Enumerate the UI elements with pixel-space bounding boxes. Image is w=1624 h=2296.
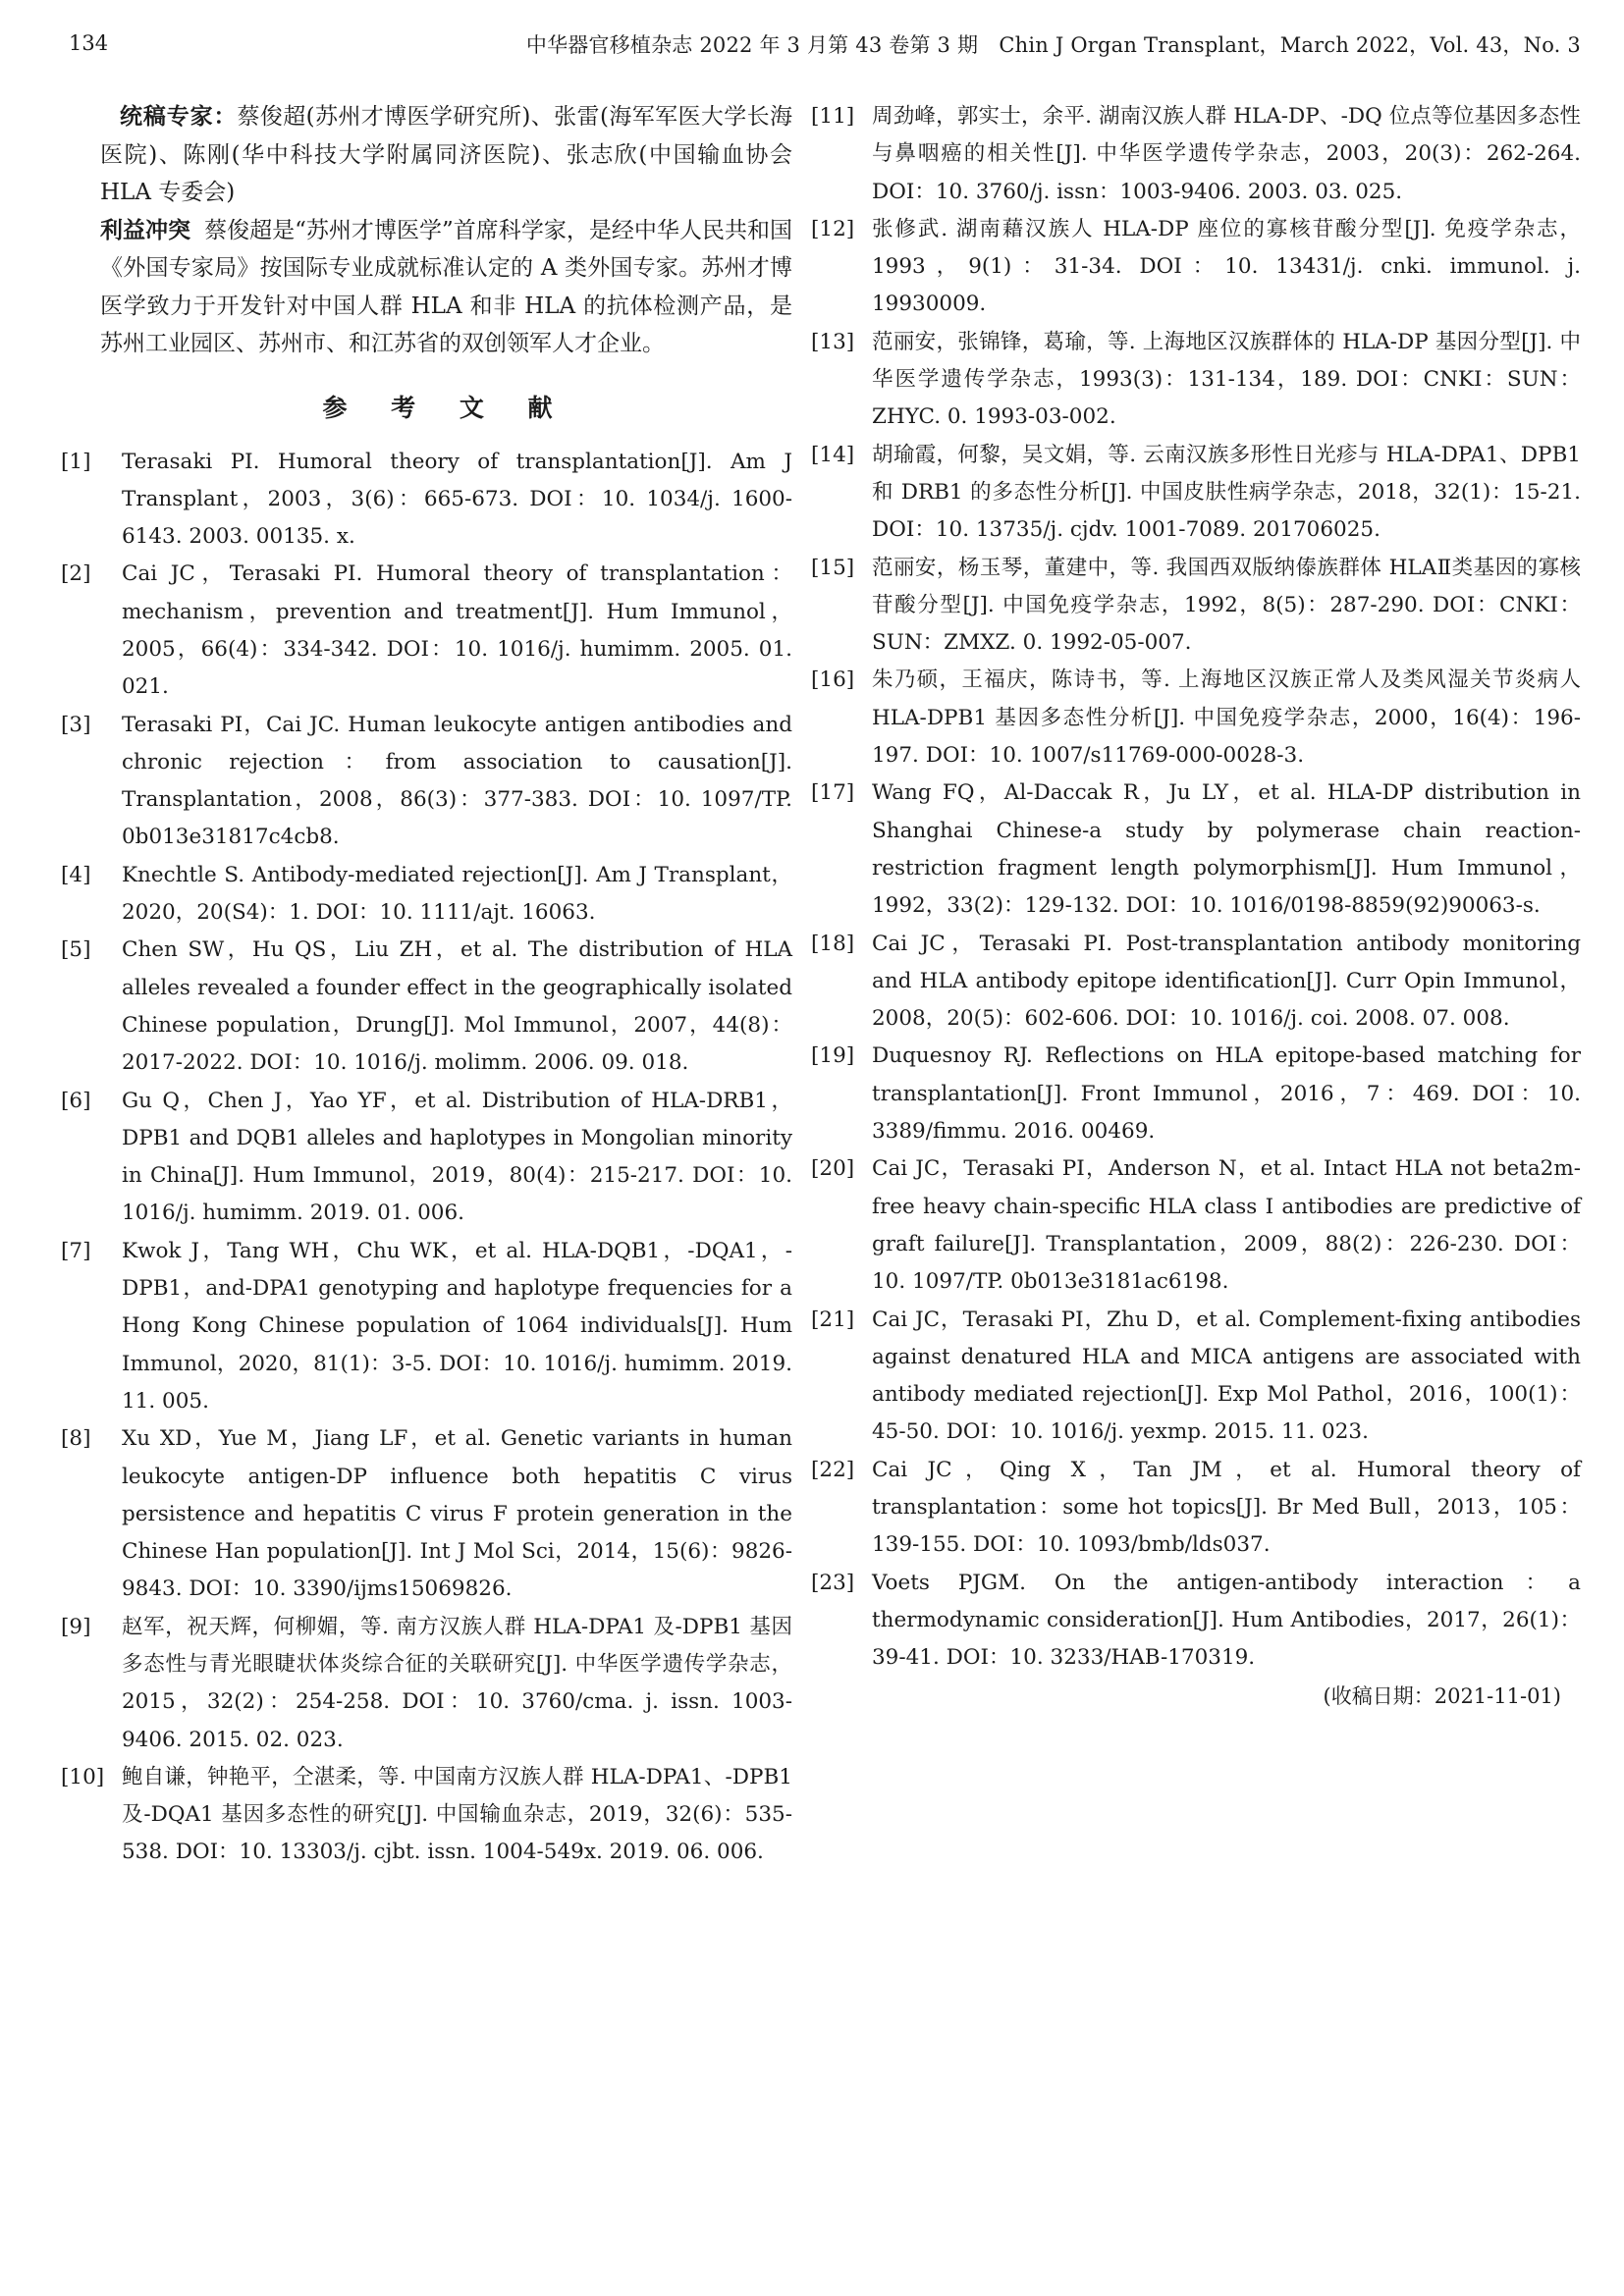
reference-item: [61, 932, 792, 1082]
reference-text: Duquesnoy RJ. Reflections on HLA epitope-based matching for transplantation[J]. Front Immunol，2016，7：469. DOI：10. 3389/fimmu. 2016. 00469.: [872, 1043, 1581, 1145]
reference-number: [17]: [811, 780, 855, 806]
reference-item: [811, 1038, 1581, 1150]
reference-number: [16]: [811, 667, 855, 693]
reference-list-left: [61, 444, 792, 1872]
reference-item: [61, 444, 792, 557]
reference-number: [18]: [811, 931, 855, 956]
reference-text: Cai JC，Terasaki PI，Zhu D，et al. Complement-fixing antibodies against denatured HLA and MICA antigens are associated with antibody mediated rejection[J]. Exp Mol Pathol，2016，100(1)：45-50. DOI：10. 1016/j. yexmp. 2015. 11. 023.: [872, 1307, 1581, 1445]
reference-text: Kwok J，Tang WH，Chu WK，et al. HLA-DQB1，-DQA1，-DPB1，and-DPA1 genotyping and haplotype frequencies for a Hong Kong Chinese population of 1064 individuals[J]. Hum Immunol，2020，81(1)：3-5. DOI：10. 1016/j. humimm. 2019. 11. 005.: [122, 1238, 792, 1414]
reference-text: 朱乃硕，王福庆，陈诗书，等. 上海地区汉族正常人及类风湿关节炎病人 HLA-DPB1 基因多态性分析[J]. 中国免疫学杂志，2000，16(4)：196-197. DOI：10. 1007/s11769-000-0028-3.: [872, 667, 1581, 769]
reference-number: [6]: [61, 1088, 91, 1113]
references-heading: 参 考 文 献: [322, 393, 570, 422]
reference-list-right: [811, 98, 1581, 1677]
reference-item: [811, 1565, 1581, 1678]
reference-item: [811, 662, 1581, 774]
reviewers-label: 统稿专家：: [120, 104, 238, 130]
reference-number: [1]: [61, 449, 91, 474]
reference-item: [61, 707, 792, 857]
reference-number: [5]: [61, 937, 91, 963]
reference-text: Knechtle S. Antibody-mediated rejection[J]. Am J Transplant，2020，20(S4)：1. DOI：10. 1111/ajt. 16063.: [122, 862, 792, 926]
reference-text: Terasaki PI. Humoral theory of transplantation[J]. Am J Transplant，2003，3(6)：665-673. DOI：10. 1034/j. 1600-6143. 2003. 00135. x.: [122, 449, 792, 550]
reference-text: Cai JC，Terasaki PI，Anderson N，et al. Intact HLA not beta2m-free heavy chain-specific HLA class I antibodies are predictive of graft failure[J]. Transplantation，2009，88(2)：226-230. DOI：10. 1097/TP. 0b013e3181ac6198.: [872, 1156, 1581, 1295]
reference-number: [4]: [61, 862, 91, 887]
reference-text: Cai JC，Terasaki PI. Post-transplantation antibody monitoring and HLA antibody epitope identification[J]. Curr Opin Immunol，2008，20(5)：602-606. DOI：10. 1016/j. coi. 2008. 07. 008.: [872, 931, 1581, 1032]
reference-item: [61, 1083, 792, 1233]
reference-item: [811, 1302, 1581, 1452]
reference-number: [15]: [811, 555, 855, 580]
reference-text: 鲍自谦，钟艳平，仝湛柔，等. 中国南方汉族人群 HLA-DPA1、-DPB1及-DQA1 基因多态性的研究[J]. 中国输血杂志，2019，32(6)：535-538. DOI：10. 13303/j. cjbt. issn. 1004-549x. 2019. 06. 006.: [122, 1764, 792, 1865]
reference-number: [3]: [61, 712, 91, 737]
reference-item: [811, 774, 1581, 925]
conflict-text: 蔡俊超是“苏州才博医学”首席科学家，是经中华人民共和国《外国专家局》按国际专业成就标准认定的 A 类外国专家。苏州才博医学致力于开发针对中国人群 HLA 和非 HLA 的抗体检测产品，是苏州工业园区、苏州市、和江苏省的双创领军人才企业。: [100, 217, 792, 356]
reference-text: 范丽安，张锦锋，葛瑜，等. 上海地区汉族群体的 HLA-DP 基因分型[J]. 中华医学遗传学杂志，1993(3)：131-134，189. DOI：CNKI：SUN：ZHYC. 0. 1993-03-002.: [872, 329, 1581, 430]
reference-number: [9]: [61, 1614, 91, 1639]
reference-number: [12]: [811, 216, 855, 241]
reference-item: [61, 857, 792, 933]
reference-text: Terasaki PI，Cai JC. Human leukocyte antigen antibodies and chronic rejection：from association to causation[J]. Transplantation，2008，86(3)：377-383. DOI：10. 1097/TP. 0b013e31817c4cb8.: [122, 712, 792, 850]
reviewers-text: 蔡俊超(苏州才博医学研究所)、张雷(海军军医大学长海医院)、陈刚(华中科技大学附属同济医院)、张志欣(中国输血协会 HLA 专委会): [100, 104, 793, 205]
reference-item: [811, 437, 1581, 550]
reference-number: [7]: [61, 1238, 91, 1263]
reference-number: [22]: [811, 1457, 855, 1482]
reference-text: 胡瑜霞，何黎，吴文娟，等. 云南汉族多形性日光疹与 HLA-DPA1、DPB1 和 DRB1 的多态性分析[J]. 中国皮肤性病学杂志，2018，32(1)：15-21. DOI：10. 13735/j. cjdv. 1001-7089. 201706025.: [872, 442, 1581, 543]
reference-number: [19]: [811, 1043, 855, 1069]
reference-text: Chen SW，Hu QS，Liu ZH，et al. The distribution of HLA alleles revealed a founder effect in the geographically isolated Chinese population，Drung[J]. Mol Immunol，2007，44(8)：2017-2022. DOI：10. 1016/j. molimm. 2006. 09. 018.: [122, 937, 792, 1076]
conflict-label: 利益冲突: [100, 217, 191, 243]
reference-item: [811, 1452, 1581, 1565]
reference-item: [61, 1233, 792, 1420]
reference-number: [2]: [61, 561, 91, 587]
left-column: [61, 98, 793, 1872]
reference-text: Cai JC，Qing X，Tan JM，et al. Humoral theory of transplantation：some hot topics[J]. Br Med Bull，2013，105：139-155. DOI：10. 1093/bmb/lds037.: [872, 1457, 1581, 1558]
reference-item: [811, 1150, 1581, 1301]
reference-text: Wang FQ，Al-Daccak R，Ju LY，et al. HLA-DP distribution in Shanghai Chinese-a study by polymerase chain reaction-restriction fragment length polymorphism[J]. Hum Immunol，1992，33(2)：129-132. DOI：10. 1016/0198-8859(92)90063-s.: [872, 780, 1581, 919]
reference-item: [61, 1420, 792, 1608]
reference-number: [11]: [811, 104, 855, 129]
reference-number: [8]: [61, 1426, 91, 1452]
journal-citation: 中华器官移植杂志 2022 年 3 月第 43 卷第 3 期 Chin J Organ Transplant，March 2022，Vol. 43，No. 3: [525, 33, 1581, 57]
reference-text: 赵军，祝天辉，何柳媚，等. 南方汉族人群 HLA-DPA1 及-DPB1 基因多态性与青光眼睫状体炎综合征的关联研究[J]. 中华医学遗传学杂志，2015，32(2)：254-258. DOI：10. 3760/cma. j. issn. 1003-9406. 2015. 02. 023.: [122, 1614, 792, 1752]
reference-number: [21]: [811, 1307, 855, 1332]
reference-item: [811, 98, 1581, 211]
reference-number: [20]: [811, 1156, 855, 1182]
page-number: 134: [69, 31, 109, 55]
reference-number: [13]: [811, 329, 855, 354]
reference-text: 范丽安，杨玉琴，董建中，等. 我国西双版纳傣族群体 HLAⅡ类基因的寡核苷酸分型[J]. 中国免疫学杂志，1992，8(5)：287-290. DOI：CNKI：SUN：ZMXZ. 0. 1992-05-007.: [872, 555, 1581, 656]
reference-item: [61, 1759, 792, 1872]
reference-item: [811, 324, 1581, 437]
reference-text: 周劲峰，郭实士，余平. 湖南汉族人群 HLA-DP、-DQ 位点等位基因多态性与鼻咽癌的相关性[J]. 中华医学遗传学杂志，2003，20(3)：262-264. DOI：10. 3760/j. issn：1003-9406. 2003. 03. 025.: [872, 104, 1581, 204]
reference-item: [61, 556, 792, 706]
conflict-paragraph: [100, 212, 792, 363]
right-column: [811, 98, 1581, 1710]
page-header: [69, 29, 1581, 63]
reference-text: Voets PJGM. On the antigen-antibody interaction：a thermodynamic consideration[J]. Hum Antibodies，2017，26(1)：39-41. DOI：10. 3233/HAB-170319.: [872, 1570, 1581, 1671]
reference-number: [10]: [61, 1764, 105, 1789]
reviewers-paragraph: [100, 98, 792, 212]
reference-item: [811, 550, 1581, 663]
received-date: (收稿日期：2021-11-01): [1323, 1684, 1561, 1709]
reference-number: [23]: [811, 1570, 855, 1595]
reference-number: [14]: [811, 442, 855, 467]
reference-item: [811, 926, 1581, 1039]
reference-text: Xu XD，Yue M，Jiang LF，et al. Genetic variants in human leukocyte antigen-DP influence both hepatitis C virus persistence and hepatitis C virus F protein generation in the Chinese Han population[J]. Int J Mol Sci，2014，15(6)：9826-9843. DOI：10. 3390/ijms15069826.: [122, 1426, 792, 1602]
reference-text: 张修武. 湖南藉汉族人 HLA-DP 座位的寡核苷酸分型[J]. 免疫学杂志，1993，9(1)：31-34. DOI：10. 13431/j. cnki. immunol. j. 19930009.: [872, 216, 1581, 317]
reference-text: Cai JC，Terasaki PI. Humoral theory of transplantation：mechanism，prevention and treatment[J]. Hum Immunol，2005，66(4)：334-342. DOI：10. 1016/j. humimm. 2005. 01. 021.: [122, 561, 792, 700]
reference-item: [61, 1609, 792, 1759]
reference-text: Gu Q，Chen J，Yao YF，et al. Distribution of HLA-DRB1，DPB1 and DQB1 alleles and haplotypes in Mongolian minority in China[J]. Hum Immunol，2019，80(4)：215-217. DOI：10. 1016/j. humimm. 2019. 01. 006.: [122, 1088, 792, 1226]
reference-item: [811, 211, 1581, 324]
